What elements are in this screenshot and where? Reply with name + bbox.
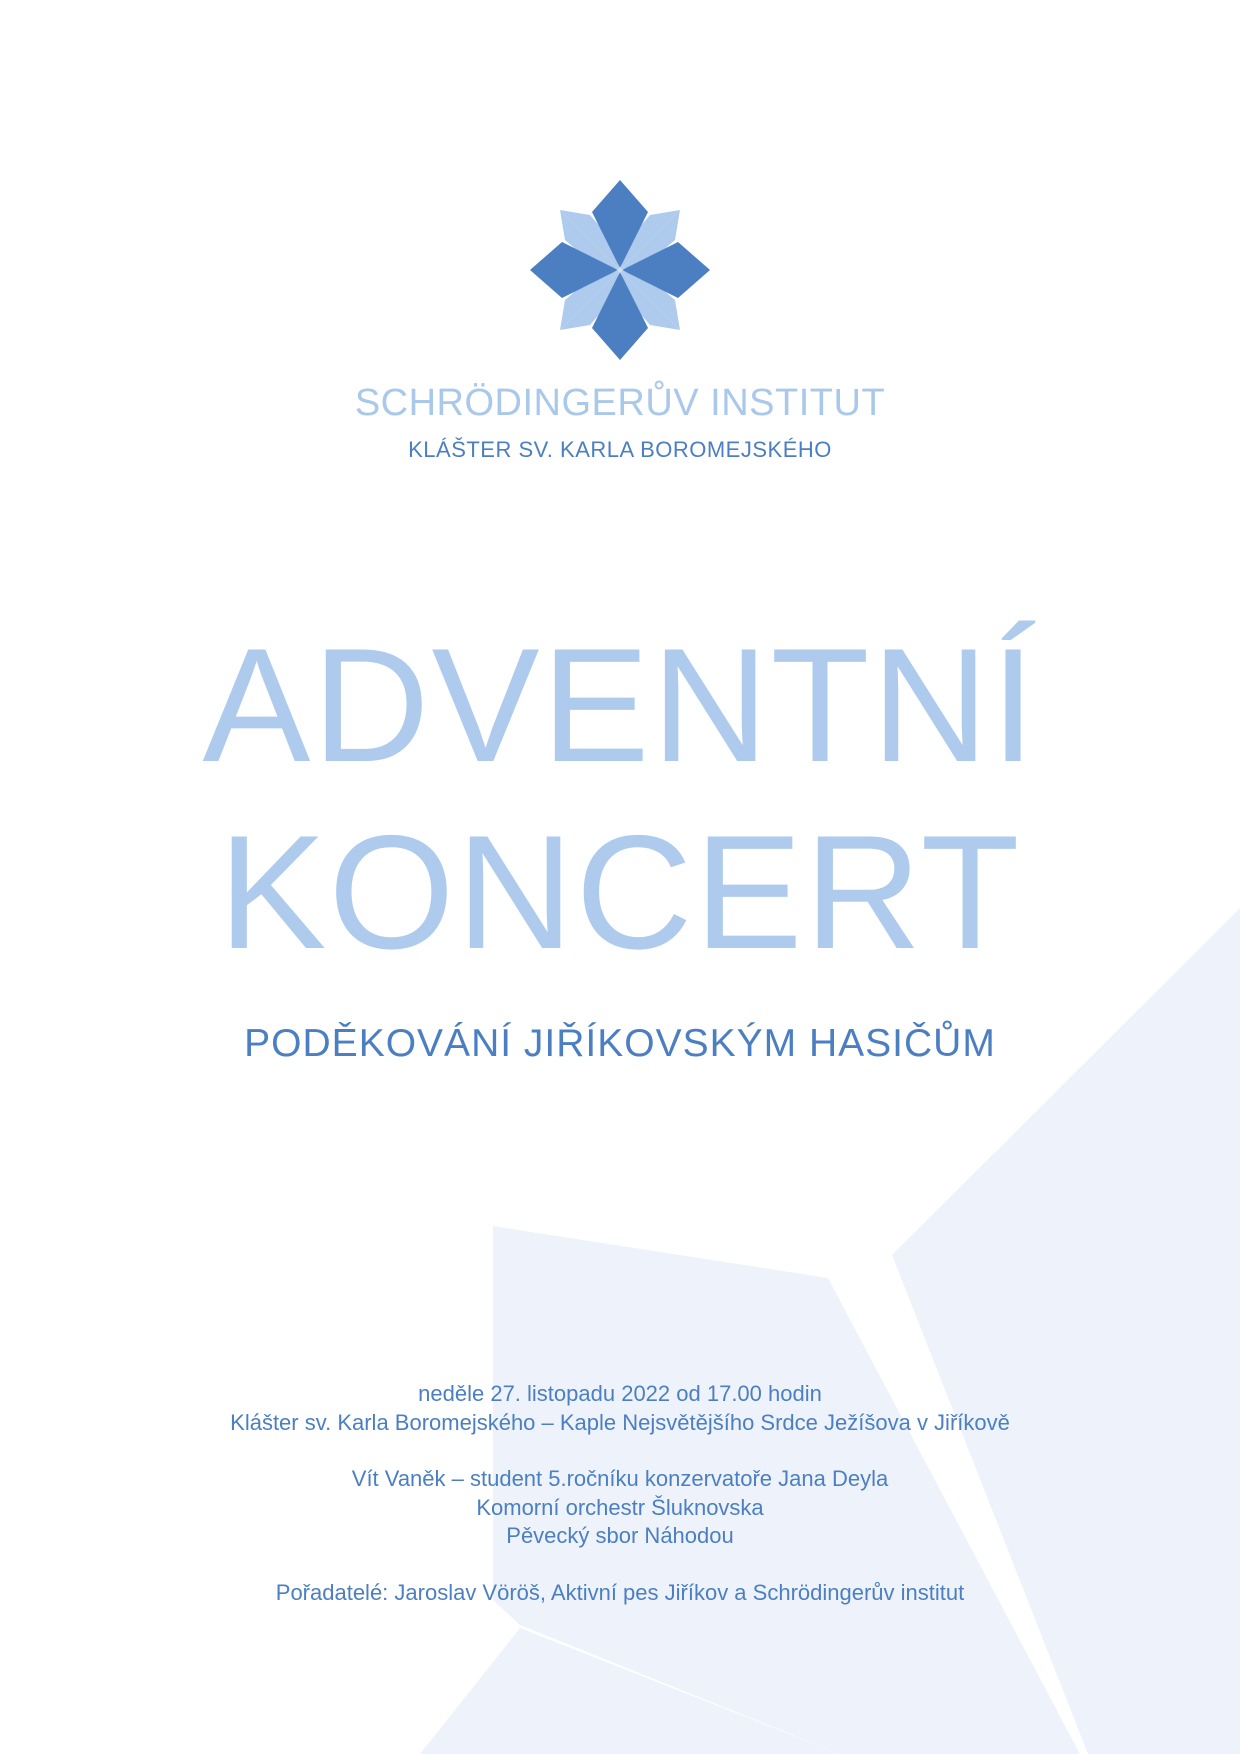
institute-subtitle: KLÁŠTER SV. KARLA BOROMEJSKÉHO [408,437,832,462]
performer-3: Pěvecký sbor Náhodou [506,1523,734,1548]
spacer [0,1551,1240,1579]
event-venue: Klášter sv. Karla Boromejského – Kaple Nejsvětějšího Srdce Ježíšova v Jiříkově [230,1409,1010,1435]
event-subtitle: PODĚKOVÁNÍ JIŘÍKOVSKÝM HASIČŮM [244,1022,996,1065]
title-line-2: KONCERT [218,802,1022,983]
institute-logo-icon [530,180,710,360]
spacer [0,1437,1240,1465]
institute-name: SCHRÖDINGERŮV INSTITUT [354,382,886,424]
performer-1: Vít Vaněk – student 5.ročníku konzervatoře Jana Deyla [351,1466,889,1491]
performer-2: Komorní orchestr Šluknovska [476,1494,764,1520]
event-details [0,1380,1240,1607]
organizers: Pořadatelé: Jaroslav Vöröš, Aktivní pes Jiříkov a Schrödingerův institut [275,1579,965,1605]
title-line-1: ADVENTNÍ [202,615,1038,796]
event-date: neděle 27. listopadu 2022 od 17.00 hodin [418,1381,822,1406]
